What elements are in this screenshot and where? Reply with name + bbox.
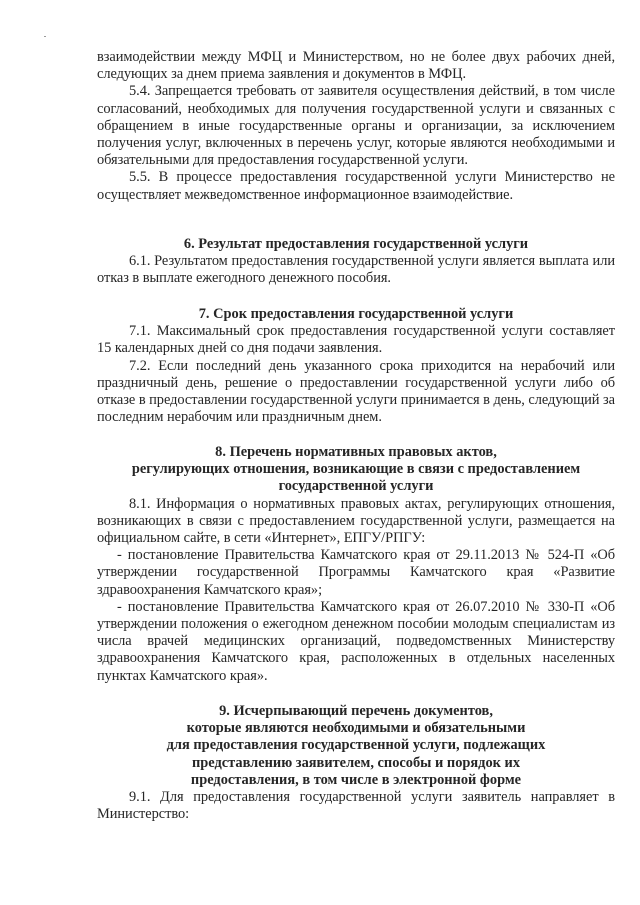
paragraph-6-1: 6.1. Результатом предоставления государственной услуги является выплата или отказ в выплате ежегодного денежного пособия. bbox=[97, 253, 615, 287]
paragraph-7-1: 7.1. Максимальный срок предоставления государственной услуги составляет 15 календарных дней со дня подачи заявления. bbox=[97, 323, 615, 357]
paragraph-8-1-item-2: - постановление Правительства Камчатского края от 26.07.2010 № 330-П «Об утверждении положения о ежегодном денежном пособии молодым специалистам из числа врачей медицинских организаций, подведомственных Министерству здравоохранения Камчатского края, расположенных в отдельных населенных пунктах Камчатского края». bbox=[97, 598, 615, 684]
paragraph-8-1-item-1: - постановление Правительства Камчатского края от 29.11.2013 № 524-П «Об утверждении государственной Программы Камчатского края «Развитие здравоохранения Камчатского края»; bbox=[97, 547, 615, 598]
scan-mark bbox=[44, 36, 46, 37]
section-6 bbox=[97, 236, 615, 288]
paragraph-9-1: 9.1. Для предоставления государственной услуги заявитель направляет в Министерство: bbox=[97, 789, 615, 823]
heading-section-6: 6. Результат предоставления государственной услуги bbox=[183, 236, 529, 252]
paragraph-5-4: 5.4. Запрещается требовать от заявителя осуществления действий, в том числе согласований, необходимых для получения государственной услуги и связанных с обращением в иные государственные органы и организации, за исключением получения услуг, включенных в перечень услуг, которые являются необходимыми и обязательными для предоставления государственной услуги. bbox=[97, 83, 615, 169]
heading-section-8-line-3: государственной услуги bbox=[278, 478, 434, 495]
section-5-continuation bbox=[97, 49, 615, 204]
heading-section-8-line-1: 8. Перечень нормативных правовых актов, bbox=[215, 444, 497, 460]
paragraph-8-1: 8.1. Информация о нормативных правовых актах, регулирующих отношения, возникающих в связи с предоставлением государственной услуги, размещается на официальном сайте, в сети «Интернет», ЕПГУ/РПГУ: bbox=[97, 495, 615, 547]
heading-section-7: 7. Срок предоставления государственной услуги bbox=[198, 306, 514, 322]
paragraph-5-5: 5.5. В процессе предоставления государственной услуги Министерство не осуществляет межведомственное информационное взаимодействие. bbox=[97, 169, 615, 203]
heading-section-8-line-2: регулирующих отношения, возникающие в связи с предоставлением bbox=[131, 461, 581, 478]
heading-section-9-line-3: для предоставления государственной услуги, подлежащих bbox=[166, 737, 546, 754]
heading-section-9-line-4: представлению заявителем, способы и порядок их bbox=[191, 754, 521, 771]
paragraph-intro: взаимодействии между МФЦ и Министерством, но не более двух рабочих дней, следующих за днем приема заявления и документов в МФЦ. bbox=[97, 49, 615, 83]
section-7 bbox=[97, 306, 615, 426]
heading-section-9-line-1: 9. Исчерпывающий перечень документов, bbox=[219, 703, 493, 719]
heading-section-9-line-5: предоставления, в том числе в электронной форме bbox=[190, 771, 522, 788]
heading-section-9-line-2: которые являются необходимыми и обязательными bbox=[186, 720, 526, 737]
section-9 bbox=[97, 703, 615, 823]
section-8 bbox=[97, 444, 615, 685]
paragraph-7-2: 7.2. Если последний день указанного срока приходится на нерабочий или праздничный день, решение о предоставлении государственной услуги либо об отказе в предоставлении государственной услуги принимается в день, следующий за последним нерабочим или праздничным днем. bbox=[97, 357, 615, 426]
